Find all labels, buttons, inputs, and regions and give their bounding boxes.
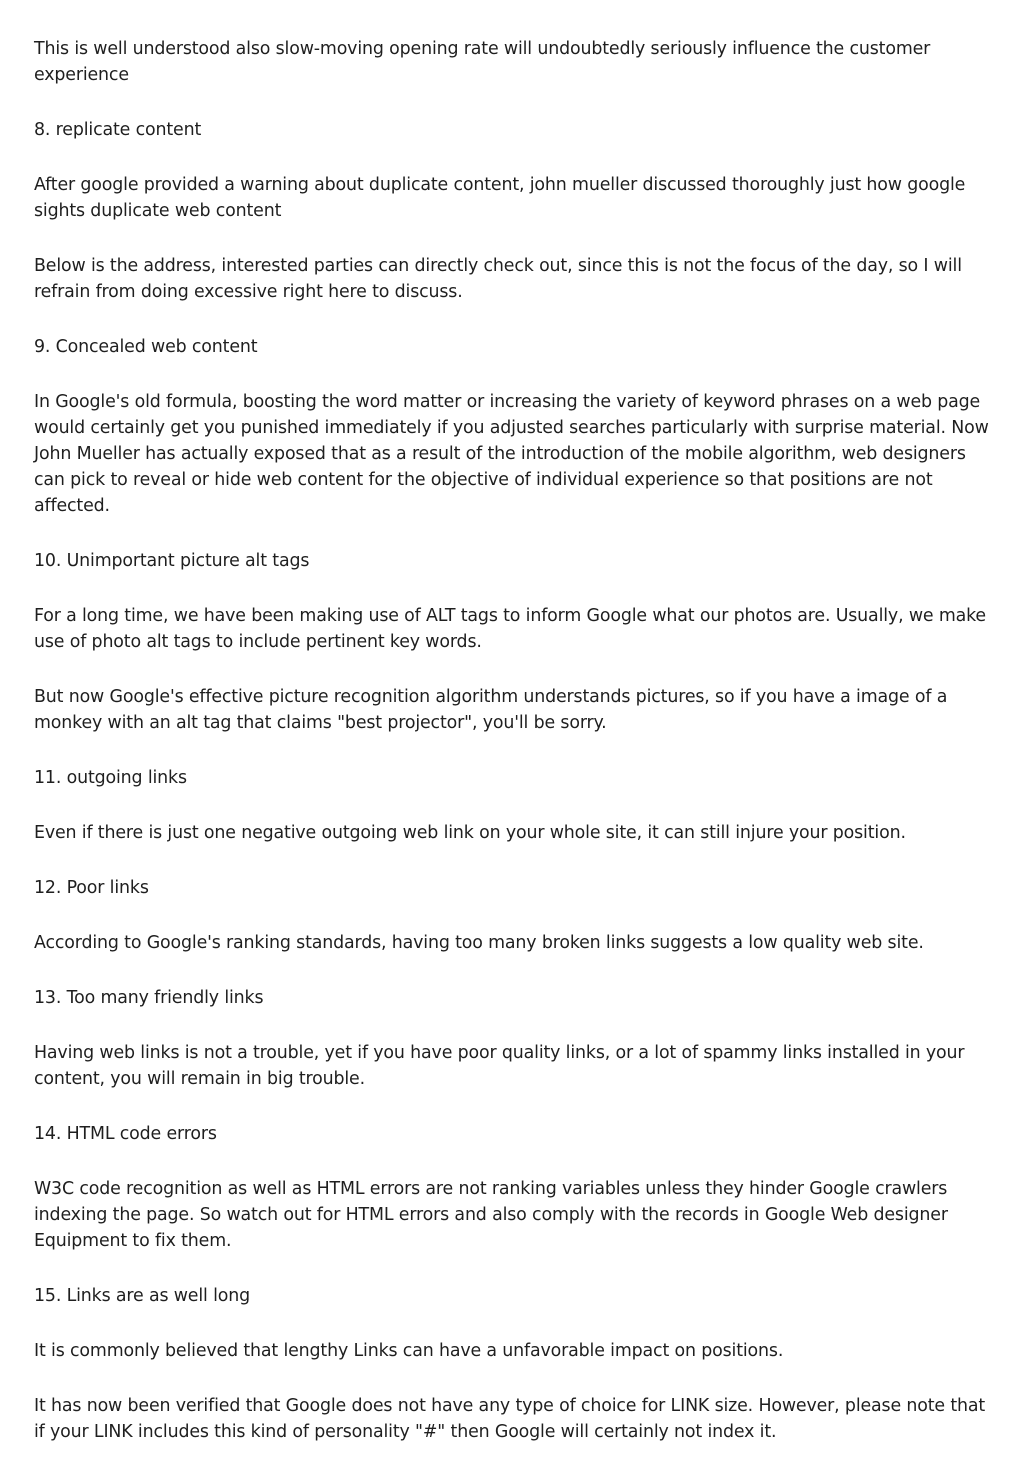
paragraph-hidden-content: In Google's old formula, boosting the word matter or increasing the variety of keyword phrases on a web page would certainly get you punished immediately if you adjusted searches particularly with surprise material. Now John Mueller has actually exposed that as a result of the introduction of the mobile algorithm, web designers can pick to reveal or hide web content for the objective of individual experience so that positions are not affected. bbox=[34, 392, 989, 516]
paragraph-alt-tags-recognition: But now Google's effective picture recognition algorithm understands pictures, so if you have a image of a monkey with an alt tag that claims "best projector", you'll be sorry. bbox=[34, 687, 948, 733]
paragraph-friendly-links: Having web links is not a trouble, yet if you have poor quality links, or a lot of spammy links installed in your content, you will remain in big trouble. bbox=[34, 1043, 965, 1089]
paragraph-intro: This is well understood also slow-moving opening rate will undoubtedly seriously influence the customer experience bbox=[34, 39, 931, 85]
heading-alt-tags: 10. Unimportant picture alt tags bbox=[34, 551, 310, 571]
heading-outgoing-links: 11. outgoing links bbox=[34, 768, 187, 788]
paragraph-outgoing-links: Even if there is just one negative outgoing web link on your whole site, it can still injure your position. bbox=[34, 823, 906, 843]
paragraph-address: Below is the address, interested parties can directly check out, since this is not the focus of the day, so I will refrain from doing excessive right here to discuss. bbox=[34, 256, 962, 302]
heading-long-links: 15. Links are as well long bbox=[34, 1286, 251, 1306]
heading-hidden-content: 9. Concealed web content bbox=[34, 337, 258, 357]
heading-duplicate-content: 8. replicate content bbox=[34, 120, 202, 140]
paragraph-alt-tags-usage: For a long time, we have been making use of ALT tags to inform Google what our photos are. Usually, we make use of photo alt tags to include pertinent key words. bbox=[34, 606, 986, 652]
paragraph-duplicate-warning: After google provided a warning about duplicate content, john mueller discussed thoroughly just how google sights duplicate web content bbox=[34, 175, 966, 221]
heading-poor-links: 12. Poor links bbox=[34, 878, 149, 898]
paragraph-poor-links: According to Google's ranking standards, having too many broken links suggests a low quality web site. bbox=[34, 933, 924, 953]
heading-html-errors: 14. HTML code errors bbox=[34, 1124, 217, 1144]
paragraph-long-links-belief: It is commonly believed that lengthy Links can have a unfavorable impact on positions. bbox=[34, 1341, 784, 1361]
document-body bbox=[34, 36, 994, 1474]
paragraph-long-links-verified: It has now been verified that Google does not have any type of choice for LINK size. However, please note that if your LINK includes this kind of personality "#" then Google will certainly not index it. bbox=[34, 1396, 986, 1442]
paragraph-html-errors: W3C code recognition as well as HTML errors are not ranking variables unless they hinder Google crawlers indexing the page. So watch out for HTML errors and also comply with the records in Google Web designer Equipment to fix them. bbox=[34, 1179, 948, 1251]
heading-friendly-links: 13. Too many friendly links bbox=[34, 988, 264, 1008]
